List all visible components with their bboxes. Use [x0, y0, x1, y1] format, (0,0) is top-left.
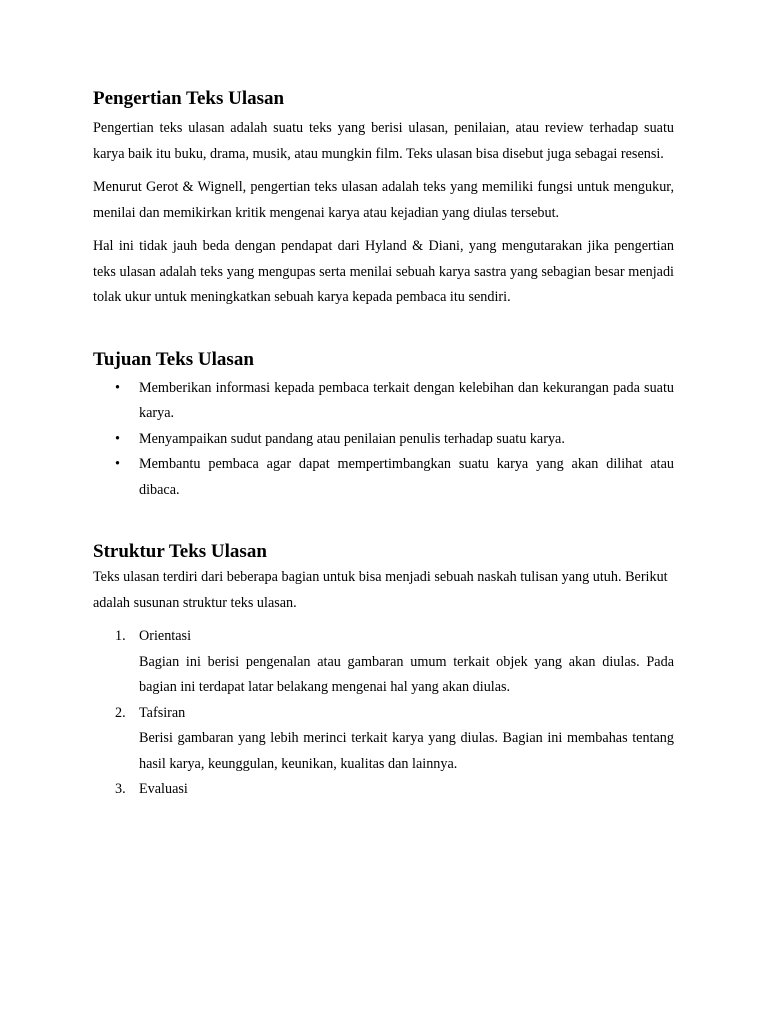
tujuan-list — [93, 376, 674, 504]
list-item — [93, 777, 674, 803]
list-number: 1. — [115, 628, 126, 644]
paragraph-pengertian-3: Hal ini tidak jauh beda dengan pendapat dari Hyland & Diani, yang mengutarakan jika pengertian teks ulasan adalah teks yang mengupas serta menilai sebuah karya sastra yang sebagian besar menjadi tolak ukur untuk meningkatkan sebuah karya kepada pembaca itu sendiri. — [93, 238, 674, 305]
paragraph-pengertian-1: Pengertian teks ulasan adalah suatu teks yang berisi ulasan, penilaian, atau review terhadap suatu karya baik itu buku, drama, musik, atau mungkin film. Teks ulasan bisa disebut juga sebagai resensi. — [93, 120, 674, 162]
list-number: 3. — [115, 781, 126, 797]
heading-tujuan: Tujuan Teks Ulasan — [93, 348, 254, 370]
list-item — [93, 624, 674, 701]
bullet-icon: • — [115, 456, 120, 472]
bullet-icon: • — [115, 430, 120, 447]
bullet-icon: • — [115, 379, 120, 396]
list-item-label: Tafsiran — [139, 704, 186, 721]
list-item-label: Evaluasi — [139, 781, 188, 797]
list-item — [93, 427, 674, 453]
list-item-label: Orientasi — [139, 628, 192, 644]
list-item-description: Berisi gambaran yang lebih merinci terkait karya yang diulas. Bagian ini membahas tentang hasil karya, keunggulan, keunikan, kualitas dan lainnya. — [139, 730, 674, 772]
struktur-list — [93, 624, 674, 803]
paragraph-pengertian-2: Menurut Gerot & Wignell, pengertian teks ulasan adalah teks yang memiliki fungsi untuk mengukur, menilai dan memikirkan kritik mengenai karya atau kejadian yang diulas tersebut. — [93, 179, 674, 221]
paragraph-struktur-intro: Teks ulasan terdiri dari beberapa bagian untuk bisa menjadi sebuah naskah tulisan yang utuh. Berikut adalah susunan struktur teks ulasan. — [93, 569, 668, 611]
list-item — [93, 376, 674, 427]
list-item — [93, 452, 674, 503]
document-page — [93, 86, 674, 803]
heading-pengertian: Pengertian Teks Ulasan — [93, 88, 285, 109]
list-item-text: Menyampaikan sudut pandang atau penilaian penulis terhadap suatu karya. — [139, 430, 565, 447]
list-number: 2. — [115, 704, 126, 721]
list-item-text: Membantu pembaca agar dapat mempertimbangkan suatu karya yang akan dilihat atau dibaca. — [139, 456, 674, 498]
list-item — [93, 701, 674, 778]
heading-struktur: Struktur Teks Ulasan — [93, 541, 267, 562]
list-item-text: Memberikan informasi kepada pembaca terkait dengan kelebihan dan kekurangan pada suatu karya. — [139, 379, 674, 421]
list-item-description: Bagian ini berisi pengenalan atau gambaran umum terkait objek yang akan diulas. Pada bagian ini terdapat latar belakang mengenai hal yang akan diulas. — [139, 653, 674, 695]
